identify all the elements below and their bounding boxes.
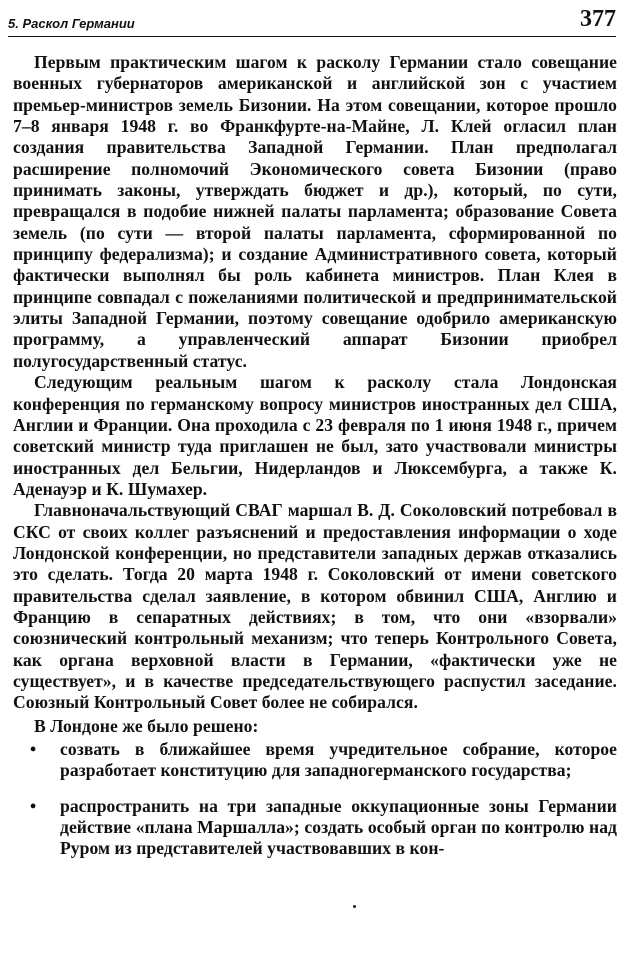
paragraph: Главноначальствующий СВАГ маршал В. Д. Соколовский потребовал в СКС от своих коллег разъяснений и предоставления информации о ходе Лондонской конференции, но представители западных держав отказались это сделать. Тогда 20 марта 1948 г. Соколовский от имени советского правительства сделал заявление, в котором обвинил США, Англию и Францию в сепаратных действиях; в том, что они «взорвали» союзнический контрольный механизм; что теперь Контрольного Совета, как органа верховной власти в Германии, «фактически уже не существует», и в качестве председательствующего распустил заседание. Союзный Контрольный Совет более не собирался.	[13, 500, 617, 713]
list-item-text: распространить на три западные оккупационные зоны Германии действие «плана Маршалла»; создать особый орган по контролю над Руром из представителей участвовавших в кон-	[60, 795, 617, 859]
decision-list	[13, 739, 617, 860]
list-item	[13, 796, 617, 860]
paragraph: Первым практическим шагом к расколу Германии стало совещание военных губернаторов американской и английской зон с участием премьер-министров земель Бизонии. На этом совещании, которое прошло 7–8 января 1948 г. во Франкфурте-на-Майне, Л. Клей огласил план создания правительства Западной Германии. План предполагал расширение полномочий Экономического совета Бизонии (право принимать законы, утверждать бюджет и др.), который, по сути, превращался в подобие нижней палаты парламента; образование Совета земель (по сути — второй палаты парламента, сформированной по принципу федерализма); и создание Административного совета, который фактически выполнял бы роль кабинета министров. План Клея в принципе совпадал с пожеланиями политической и предпринимательской элиты Западной Германии, поэтому совещание одобрило американскую программу, а управленческий аппарат Бизонии приобрел полугосударственный статус.	[13, 52, 617, 371]
list-item	[13, 739, 617, 782]
body-text	[13, 52, 617, 874]
list-item-text: созвать в ближайшее время учредительное собрание, которое разработает конституцию для западногерманского государства;	[60, 739, 617, 781]
list-intro: В Лондоне же было решено:	[34, 715, 259, 736]
page-header	[8, 2, 616, 37]
page-number: 377	[580, 6, 616, 32]
bullet-icon: •	[30, 739, 37, 759]
stray-dot-mark	[353, 905, 356, 908]
paragraph: Следующим реальным шагом к расколу стала Лондонская конференция по германскому вопросу министров иностранных дел США, Англии и Франции. Она проходила с 23 февраля по 1 июня 1948 г., причем советский министр туда приглашен не был, зато участвовали министры иностранных дел Бельгии, Нидерландов и Люксембурга, а также К. Аденауэр и К. Шумахер.	[13, 372, 617, 499]
bullet-icon: •	[30, 795, 37, 816]
running-title: 5. Раскол Германии	[8, 16, 135, 31]
